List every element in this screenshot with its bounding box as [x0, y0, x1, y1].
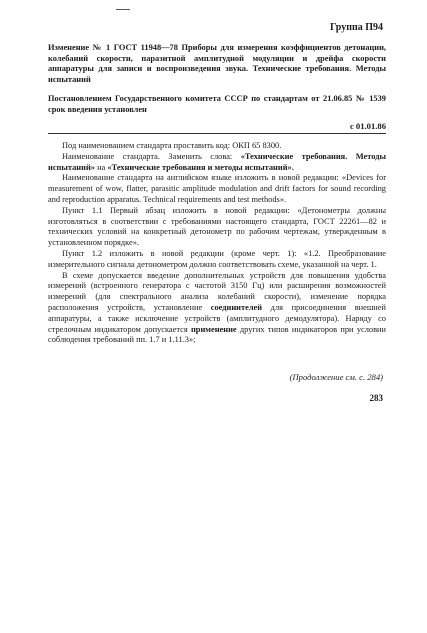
text-run: на: [94, 162, 108, 172]
effective-date: с 01.01.86: [349, 121, 386, 131]
text-run: других типов индикаторов при условии соблюдения требований пп. 1.7 и 1.11.3»;: [48, 324, 387, 345]
paragraph-clause-1-2: Пункт 1.2 изложить в новой редакции (кроме черт. 1): «1.2. Преобразование измерительного сигнала детонометром должно соответствовать схеме, указанной на черт. 1.: [48, 248, 386, 269]
new-title: «Технические требования и методы испытаний».: [107, 162, 294, 172]
text-run: В схеме допускается введение дополнительных устройств для повышения удобства измерений (встроенного генератора с частотой 3150 Гц) или расширения возможностей измерений (для спектрального анализа колебаний скорости), изменение порядка расположения устройств, установление: [48, 270, 386, 312]
amendment-body: [48, 141, 386, 346]
paragraph-scheme: [48, 271, 386, 347]
text-run: для присоединения внешней аппаратуры, а также исключение устройств (амплитудного демодулятора). Наряду со стрелочным индикатором допускается: [48, 302, 386, 334]
amendment-title: Изменение № 1 ГОСТ 11948—78 Приборы для измерения коэффициентов детонации, колебаний скорости, паразитной амплитудной модуляции и дрейфа скорости аппаратуры для записи и воспроизведения звука. Технические требования. Методы испытаний: [48, 43, 386, 84]
continuation-note: (Продолжение см. с. 284): [289, 372, 383, 382]
header-divider: [48, 133, 386, 134]
old-title: «Технические требования. Методы испытаний»: [48, 151, 386, 172]
text-run: Наименование стандарта. Заменить слова:: [62, 151, 241, 161]
paragraph-title-change: [48, 152, 386, 174]
paragraph-okp: Под наименованием стандарта проставить код: ОКП 65 8300.: [62, 141, 282, 150]
classification-group: Группа П94: [330, 22, 383, 33]
paragraph-english-title: Наименование стандарта на английском языке изложить в новой редакции: «Devices for measurement of wow, flatter, parasitic amplitude modulation and drift factors for sound recording and reproduction apparatus. Technical requirements and test methods».: [48, 173, 386, 204]
text-run-bold: соединителей: [210, 302, 263, 312]
page-number: 283: [369, 393, 383, 403]
scan-mark: [116, 9, 130, 10]
decree-text: Постановлением Государственного комитета СССР по стандартам от 21.06.85 № 1539 срок введения установлен: [48, 94, 386, 114]
text-run-bold: применение: [190, 324, 237, 334]
paragraph-clause-1-1: Пункт 1.1 Первый абзац изложить в новой редакции: «Детонометры должны изготовляться в соответствии с требованиями настоящего стандарта, ГОСТ 22261—82 и технических условий на конкретный детонометр по рабочим чертежам, утвержденным в установленном порядке».: [48, 205, 386, 248]
